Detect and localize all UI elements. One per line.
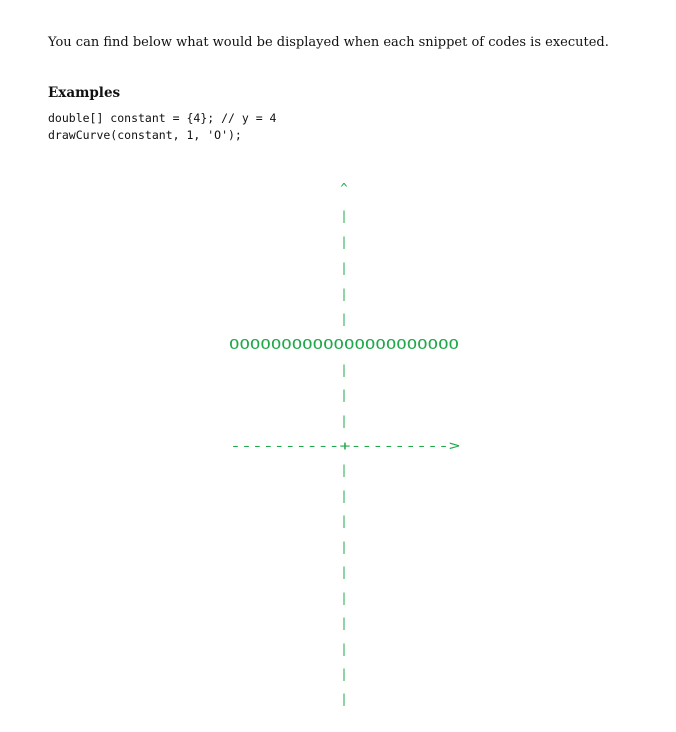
- y-axis-tick: |: [340, 363, 348, 377]
- y-axis-tick: |: [340, 616, 348, 630]
- y-axis-bottom: [340, 463, 347, 706]
- y-axis-tick: |: [340, 287, 348, 301]
- y-axis-tick: |: [340, 388, 348, 402]
- y-axis-arrow: ^: [340, 181, 348, 195]
- intro-text: You can find below what would be displayed when each snippet of codes is executed.: [48, 35, 609, 50]
- y-axis-tick: |: [340, 540, 348, 554]
- y-axis-tick: |: [340, 642, 348, 656]
- y-axis-tick: |: [340, 489, 348, 503]
- y-axis-tick: |: [340, 667, 348, 681]
- x-axis: ----------+--------->: [230, 438, 460, 454]
- curve-line: OOOOOOOOOOOOOOOOOOOOOO: [229, 337, 459, 353]
- y-axis-tick: |: [340, 565, 348, 579]
- y-axis-tick: |: [340, 312, 348, 326]
- y-axis-tick: |: [340, 591, 348, 605]
- examples-heading: Examples: [48, 85, 121, 101]
- y-axis-tick: |: [340, 235, 348, 249]
- y-axis-top: [340, 209, 347, 326]
- y-axis-tick: |: [340, 463, 348, 477]
- y-axis-tick: |: [340, 414, 348, 428]
- y-axis-tick: |: [340, 209, 348, 223]
- y-axis-tick: |: [340, 514, 348, 528]
- code-line-1: double[] constant = {4}; // y = 4: [48, 111, 277, 125]
- y-axis-middle: [340, 363, 347, 428]
- code-line-2: drawCurve(constant, 1, 'O');: [48, 128, 242, 142]
- y-axis-tick: |: [340, 692, 348, 706]
- y-axis-tick: |: [340, 261, 348, 275]
